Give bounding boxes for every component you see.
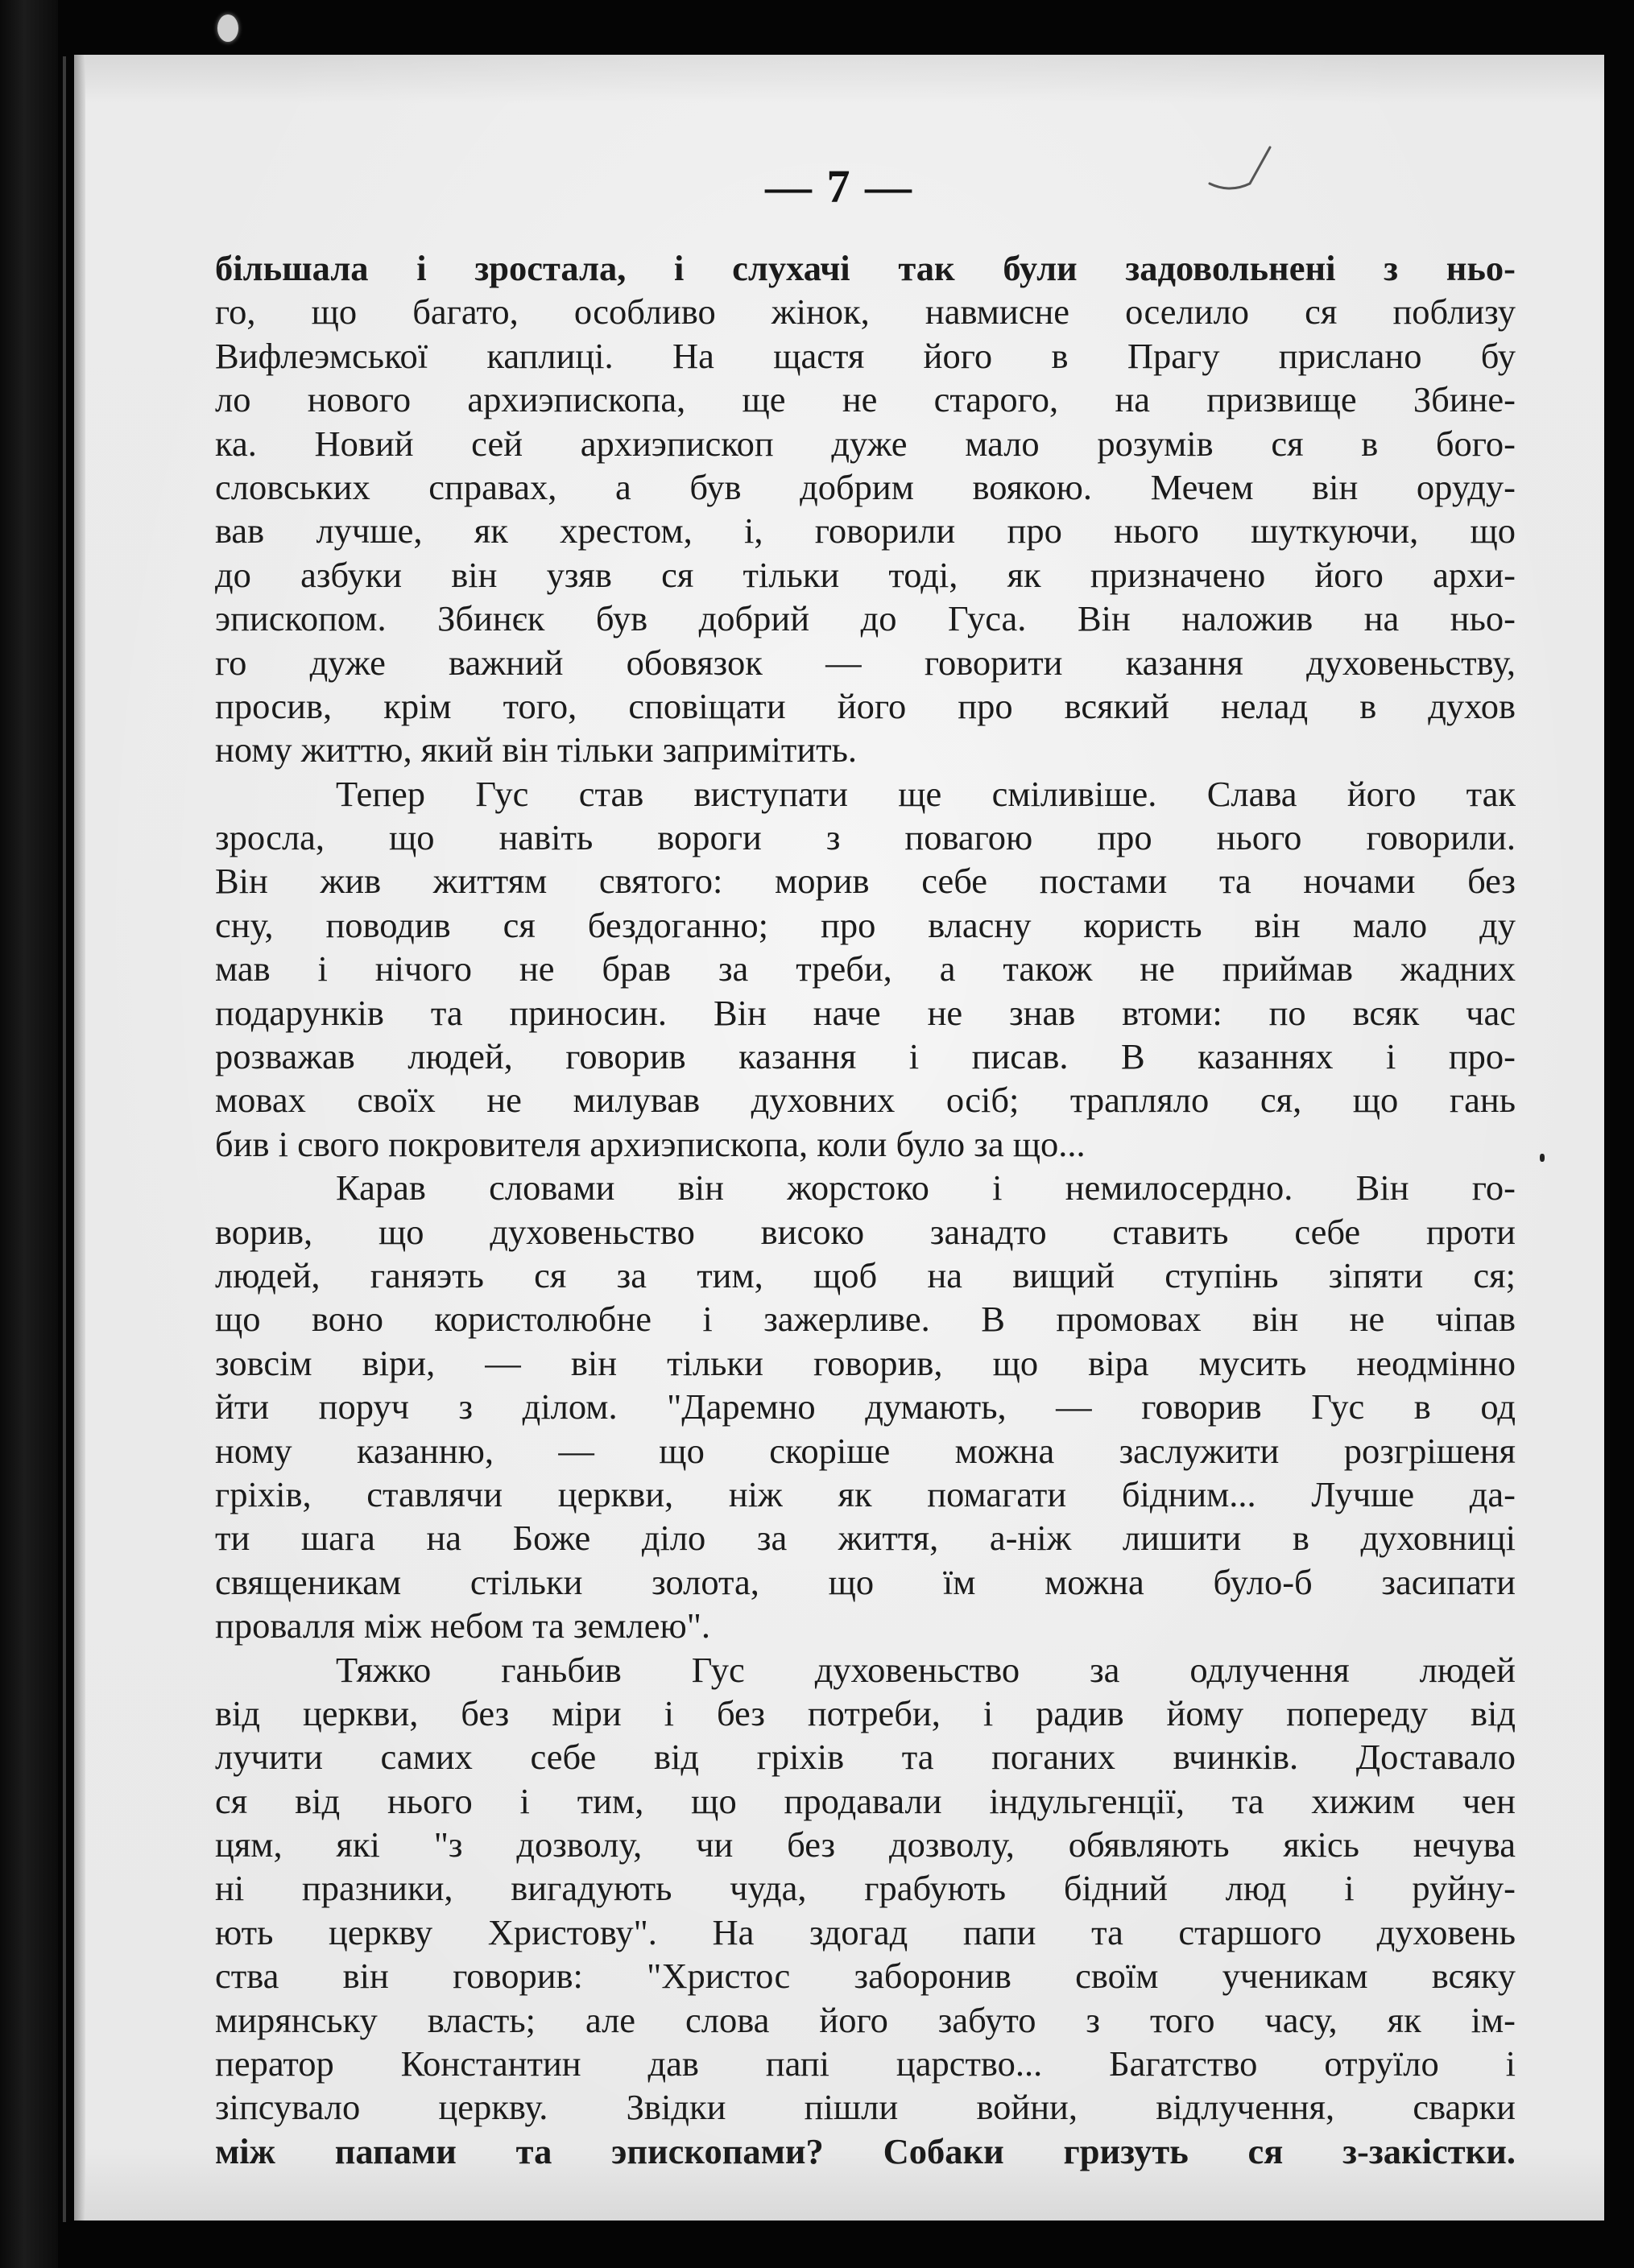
text-line: Тяжко ганьбив Гус духовеньство за одлучення людей (336, 1649, 1516, 1690)
page-edge (74, 55, 85, 2220)
text-line: зіпсувало церкву. Звідки пішли войни, відлучення, сварки (215, 2087, 1516, 2128)
text-line: мовах своїх не милував духовних осіб; трапляло ся, що гань (215, 1080, 1516, 1121)
binding-edge (63, 56, 66, 2222)
text-line: більшала і зростала, і слухачі так були задовольнені з ньо- (215, 248, 1516, 288)
text-line: мирянську власть; але слова його забуто з того часу, як ім- (215, 1999, 1516, 2040)
text-line: священикам стільки золота, що їм можна було-б засипати (215, 1561, 1516, 1602)
text-line: ворив, що духовеньство високо занадто ставить себе проти (215, 1211, 1516, 1252)
text-line: до азбуки він узяв ся тільки тоді, як призначено його архи- (215, 554, 1516, 595)
text-line: зросла, що навіть вороги з повагою про нього говорили. (215, 817, 1516, 858)
page-number: — 7 — (765, 160, 913, 213)
text-line: від церкви, без міри і без потреби, і радив йому попереду від (215, 1692, 1516, 1733)
text-line: подарунків та приносин. Він наче не знав втоми: по всяк час (215, 992, 1516, 1033)
text-line: Вифлеэмської каплиці. На щастя його в Прагу прислано бу (215, 335, 1516, 376)
text-line: лучити самих себе від гріхів та поганих вчинків. Доставало (215, 1737, 1516, 1778)
text-line: вав лучше, як хрестом, і, говорили про нього шуткуючи, що (215, 510, 1516, 552)
text-line: людей, ганяэть ся за тим, щоб на вищий ступінь зіпяти ся; (215, 1254, 1516, 1295)
text-line: ють церкву Христову". На здогад папи та старшого духовень (215, 1911, 1516, 1952)
text-line: го дуже важний обовязок — говорити казання духовеньству, (215, 642, 1516, 683)
text-line: ному казанню, — що скоріше можна заслужити розгрішеня (215, 1430, 1516, 1471)
text-line: бив і свого покровителя архиэпископа, коли було за що... (215, 1123, 1086, 1164)
body-text (215, 246, 1516, 2173)
text-line: эпископом. Збинєк був добрий до Гуса. Він наложив на ньо- (215, 598, 1516, 639)
text-line: словських справах, а був добрим воякою. Мечем він оруду- (215, 466, 1516, 507)
text-line: ному життю, який він тільки запримітить. (215, 729, 858, 770)
text-line: між папами та эпископами? Собаки гризуть ся з-закістки. (215, 2130, 1516, 2171)
text-line: зовсім віри, — він тільки говорив, що віра мусить неодмінно (215, 1342, 1516, 1383)
text-line: розважав людей, говорив казання і писав. В казаннях і про- (215, 1036, 1516, 1077)
text-line: ператор Константин дав папі царство... Багатство отруїло і (215, 2043, 1516, 2084)
text-line: ти шага на Боже діло за життя, а-ніж лишити в духовниці (215, 1518, 1516, 1559)
text-line: сну, поводив ся бездоганно; про власну користь він мало ду (215, 904, 1516, 945)
text-line: йти поруч з ділом. "Даремно думають, — говорив Гус в од (215, 1386, 1516, 1427)
text-line: Карав словами він жорстоко і немилосердно. Він го- (336, 1167, 1516, 1208)
binding-shadow (0, 0, 58, 2268)
text-line: ка. Новий сей архиэпископ дуже мало розумів ся в бого- (215, 423, 1516, 464)
text-line: го, що багато, особливо жінок, навмисне оселило ся поблизу (215, 291, 1516, 333)
paper-mark (217, 14, 238, 42)
text-line: що воно користолюбне і зажерливе. В промовах він не чіпав (215, 1299, 1516, 1340)
book-page (74, 55, 1604, 2220)
text-line: Тепер Гус став виступати ще сміливіше. Слава його так (336, 773, 1516, 814)
text-line: ні празники, вигадують чуда, грабують бідний люд і руйну- (215, 1868, 1516, 1909)
text-line: ся від нього і тим, що продавали індульгенції, та хижим чен (215, 1780, 1516, 1821)
text-line: просив, крім того, сповіщати його про всякий нелад в духов (215, 685, 1516, 726)
text-line: ло нового архиэпископа, ще не старого, на призвище Збине- (215, 379, 1516, 420)
ink-speck (1540, 1154, 1545, 1162)
text-line: мав і нічого не брав за треби, а також не приймав жадних (215, 948, 1516, 989)
text-line: ства він говорив: "Христос заборонив своїм ученикам всяку (215, 1956, 1516, 1997)
text-line: провалля між небом та землею". (215, 1605, 711, 1646)
text-line: гріхів, ставлячи церкви, ніж як помагати бідним... Лучше да- (215, 1473, 1516, 1514)
text-line: Він жив життям святого: морив себе постами та ночами без (215, 861, 1516, 902)
text-line: цям, які "з дозволу, чи без дозволу, обявляють якісь нечува (215, 1824, 1516, 1865)
